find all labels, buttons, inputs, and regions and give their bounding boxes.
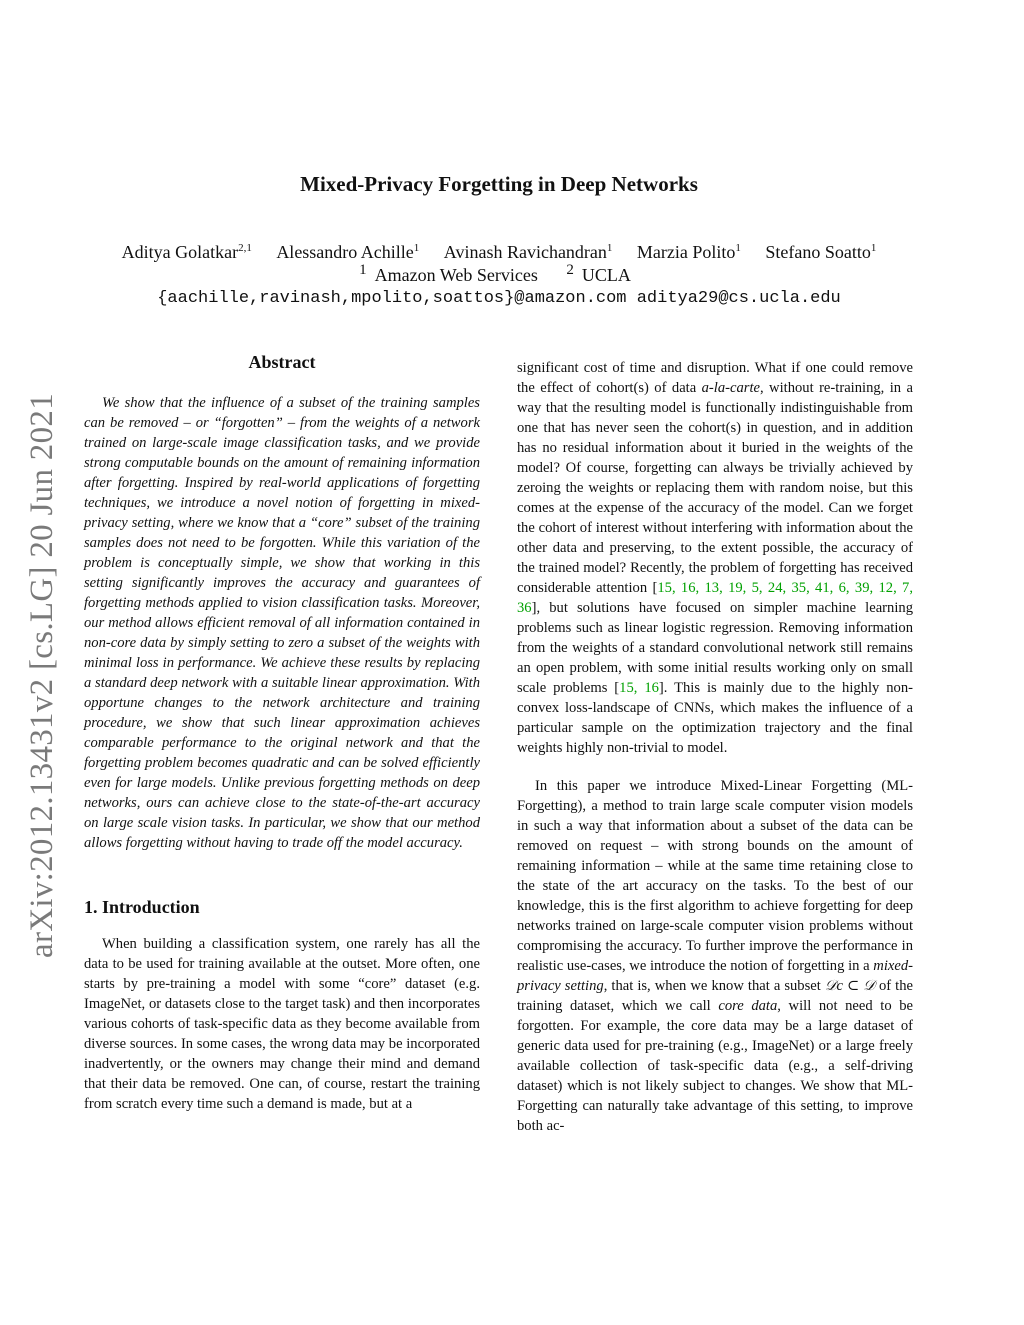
author: [637, 242, 741, 262]
intro-paragraph-continued: [517, 358, 913, 758]
author-affil-sup: 1: [870, 242, 877, 254]
author-name: Stefano Soatto: [765, 242, 871, 262]
author: [122, 242, 252, 262]
intro-paragraph: When building a classification system, one rarely has all the data to be used for training available at the outset. More often, one starts by pre-training a model with some “core” dataset (e.g. ImageNet, or datasets close to the target task) and then incorporates various cohorts of task-specific data as they become available from diverse sources. In some cases, the wrong data may be incorporated inadvertently, or the owners may change their mind and demand that their data be removed. One can, of course, restart the training from scratch every time such a demand is made, but at a: [84, 936, 480, 1112]
author-affil-sup: 1: [413, 242, 420, 254]
text-run: , without re-training, in a way that the resulting model is functionally indistinguishable from one that has never seen the cohort(s) in question, and in addition has no residual information about it buried in the weights of the model? Of course, forgetting can always be trivially achieved by zeroing the weights or replacing them with random noise, but this comes at the expense of the accuracy of the model. Can we forget the cohort of interest without interfering with information about the other data and preserving, to the extent possible, the accuracy of the trained model? Recently, the problem of forgetting has received considerable attention [: [517, 380, 913, 596]
text-run: In this paper we introduce Mixed-Linear Forgetting (ML-Forgetting), a method to train large scale computer vision models in such a way that information about a subset of the data can be removed on request – with strong bounds on the amount of remaining information – while at the same time retaining close to the state of the art accuracy on the tasks. To the best of our knowledge, this is the first algorithm to achieve forgetting for deep networks trained on large-scale computer vision problems without compromising the accuracy. To further improve the performance in realistic use-cases, we introduce the notion of forgetting in a: [517, 778, 913, 974]
arxiv-identifier: arXiv:2012.13431v2 [cs.LG] 20 Jun 2021: [24, 392, 60, 958]
text-run: , that is, when we know that a subset: [603, 978, 825, 994]
author-affil-sup: 2,1: [238, 242, 252, 254]
affiliation-sup: 2: [566, 262, 574, 278]
affiliation: [359, 262, 546, 285]
affiliation: [566, 262, 639, 285]
citation-links[interactable]: 15, 16, 13, 19, 5, 24, 35, 41, 6, 39, 12, 7, 36: [517, 580, 914, 616]
left-column: [84, 352, 480, 1114]
affiliation-name: UCLA: [581, 265, 631, 285]
author-emails: [0, 286, 998, 308]
text-run: ]. This is mainly due to the highly non-convex loss-landscape of CNNs, which makes the influence of a particular sample on the optimization trajectory and the final weights highly non-trivial to model.: [517, 680, 913, 756]
author-name: Alessandro Achille: [276, 242, 414, 262]
author: [276, 242, 419, 262]
intro-paragraph: [517, 776, 913, 1136]
math-expression: 𝒟c ⊂ 𝒟: [824, 978, 875, 994]
paper-title: Mixed-Privacy Forgetting in Deep Networks: [300, 172, 698, 196]
author-affil-sup: 1: [735, 242, 741, 254]
abstract-text: We show that the influence of a subset of the training samples can be removed – or “forgotten” – from the weights of a network trained on large-scale image classification tasks, and we provide strong computable bounds on the amount of remaining information after forgetting. Inspired by real-world applications of forgetting techniques, we introduce a novel notion of forgetting in mixed-privacy setting, where we know that a “core” subset of the training samples does not need to be forgotten. While this variation of the problem is conceptually simple, we show that working in this setting significantly improves the accuracy and guarantees of forgetting methods applied to vision classification tasks. Moreover, our method allows efficient removal of all information contained in non-core data by simply setting to zero a subset of the weights with minimal loss in performance. We achieve these results by replacing a standard deep network with a suitable linear approximation. With opportune changes to the network architecture and training procedure, we show that such linear approximation achieves comparable performance to the original network and that the forgetting problem becomes quadratic and can be solved efficiently even for large models. Unlike previous forgetting methods on deep networks, ours can achieve close to the state-of-the-art accuracy on large scale vision tasks. In particular, we show that our method allows forgetting without having to trade off the model accuracy.: [84, 395, 480, 851]
author-list: [0, 236, 998, 264]
text-run: , will not need to be forgotten. For example, the core data may be a large dataset of generic data used for pre-training (e.g., ImageNet) or a large freely available collection of task-specific data (e.g., a self-driving dataset) which is not likely subject to changes. We show that ML-Forgetting can naturally take advantage of this setting, to improve both ac-: [517, 998, 914, 1134]
author-name: Marzia Polito: [636, 242, 736, 262]
author-name: Avinash Ravichandran: [443, 242, 607, 262]
right-column: [517, 358, 913, 1136]
text-run: of the training dataset, which we call: [517, 978, 913, 1014]
abstract-heading: Abstract: [248, 352, 316, 372]
citation-links[interactable]: 15, 16: [619, 680, 659, 696]
italic-text: a-la-carte: [701, 380, 760, 396]
author-affil-sup: 1: [606, 242, 613, 254]
text-run: ], but solutions have focused on simpler machine learning problems such as linear logistic regression. Removing information from the weights of a standard convolutional network still remains an open problem, with some initial results working only on small scale problems [: [517, 600, 913, 696]
section-heading-introduction: 1. Introduction: [84, 897, 200, 917]
author-name: Aditya Golatkar: [121, 242, 239, 262]
author: [765, 242, 876, 262]
italic-text: core data: [718, 998, 778, 1014]
italic-text: mixed-privacy setting: [517, 958, 913, 994]
author: [444, 242, 613, 262]
affiliation-list: [0, 262, 998, 286]
affiliation-sup: 1: [359, 262, 367, 278]
email-text: {aachille,ravinash,mpolito,soattos}@amazon.com aditya29@cs.ucla.edu: [157, 289, 841, 308]
affiliation-name: Amazon Web Services: [374, 265, 538, 285]
text-run: significant cost of time and disruption. What if one could remove the effect of cohort(s) of data: [517, 360, 913, 396]
